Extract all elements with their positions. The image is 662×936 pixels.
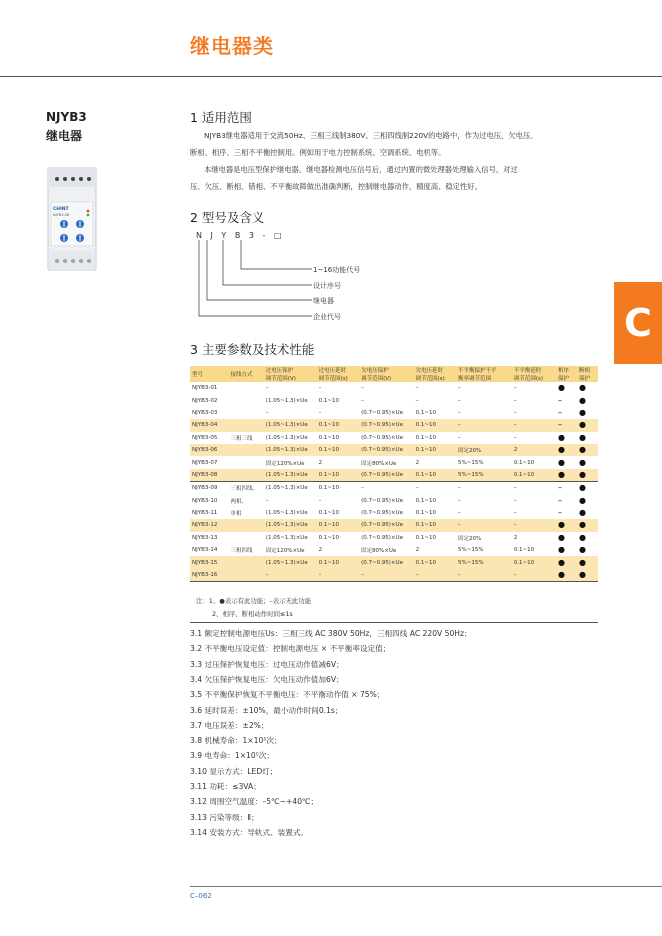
th-wiring: 接线方式: [230, 372, 253, 378]
table-cell: –: [458, 522, 461, 529]
table-cell: 0.1~10: [513, 547, 535, 554]
cell-model: NJYB3-12: [192, 522, 218, 529]
cell-model: NJYB3-15: [192, 559, 218, 566]
table-cell: –: [265, 409, 269, 416]
cell-model: NJYB3-09: [190, 482, 228, 495]
spec-line: 3.7 电压误差：±2%；: [190, 720, 269, 730]
table-cell: 0.1~10: [318, 559, 339, 566]
spec-line: 3.5 不平衡保护恢复不平衡电压：不平衡动作值 × 75%；: [190, 690, 385, 700]
table-cell: ●: [578, 508, 586, 518]
table-row: [190, 519, 598, 531]
table-cell: 0.1~10: [318, 447, 339, 454]
spec-line: 3.10 显示方式：LED灯；: [190, 766, 278, 776]
table-cell: 0.1~10: [317, 482, 359, 495]
table-cell: ●: [557, 445, 565, 455]
table-cell: 5%~15%: [458, 471, 484, 478]
cell-model: NJYB3-01: [192, 385, 218, 392]
table-cell: ●: [578, 469, 586, 479]
cell-wiring: [228, 519, 263, 531]
table-cell: 0.1~10: [318, 534, 339, 541]
table-cell: (0.7~0.95)×Ue: [361, 471, 403, 478]
table-row: [190, 556, 598, 568]
spec-line: 3.8 机械寿命：1×10⁵次；: [190, 736, 282, 746]
table-cell: –: [361, 397, 364, 404]
cell-wiring: 三相四线、: [228, 482, 263, 495]
table-cell: –: [458, 385, 461, 392]
table-cell: 0.1~10: [318, 471, 339, 478]
spec-line: 3.2 不平衡电压设定值：控制电源电压 × 不平衡率设定值；: [190, 644, 391, 654]
table-cell: –: [513, 422, 517, 429]
table-cell: ●: [557, 557, 565, 567]
cell-model: NJYB3-07: [192, 459, 218, 466]
spec-line: 3.6 延时误差：±10%，最小动作时间0.1s；: [190, 705, 343, 715]
table-cell: –: [456, 569, 512, 582]
cell-wiring: 三相四线: [230, 548, 253, 555]
table-cell: ●: [578, 532, 586, 542]
cell-model: NJYB3-06: [192, 447, 218, 454]
table-cell: –: [513, 397, 517, 404]
th-phase-loss: 断相 保护: [578, 368, 590, 382]
category-title: 继电器类: [190, 34, 274, 58]
cell-model: NJYB3-05: [192, 434, 218, 441]
cell-model: NJYB3-13: [192, 534, 218, 541]
table-cell: –: [359, 569, 414, 582]
table-cell: 2: [318, 547, 323, 554]
header-divider: [0, 76, 662, 77]
table-cell: 5%~15%: [458, 547, 484, 554]
table-cell: 0.1~10: [318, 510, 339, 517]
table-cell: ●: [578, 520, 586, 530]
table-cell: 2: [415, 459, 420, 466]
table-cell: ●: [557, 469, 565, 479]
spec-line: 3.14 安装方式：导轨式、装置式。: [190, 827, 309, 837]
cell-model: NJYB3-02: [192, 397, 218, 404]
table-cell: ●: [578, 557, 586, 567]
table-cell: (1.05~1.3)×Ue: [265, 397, 308, 404]
table-cell: (1.05~1.3)×Ue: [265, 471, 308, 478]
table-cell: 0.1~10: [415, 447, 436, 454]
table-row: [190, 382, 598, 394]
table-cell: (1.05~1.3)×Ue: [265, 559, 308, 566]
table-cell: 0.1~10: [415, 422, 436, 429]
table-cell: (0.7~0.95)×Ue: [361, 497, 403, 504]
spec-line: 3.4 欠压保护恢复电压：欠电压动作值加6V；: [190, 674, 344, 684]
table-cell: 0.1~10: [415, 559, 436, 566]
table-cell: –: [458, 397, 461, 404]
table-cell: 2: [513, 447, 518, 454]
spec-line: 3.11 功耗：≤3VA；: [190, 782, 261, 791]
table-cell: ●: [557, 532, 565, 542]
section-1-line-1: NJYB3继电器适用于交流50Hz、三相三线制380V、三相四线制220V的电路中，作为过电压、欠电压、: [204, 131, 538, 140]
cell-wiring: [228, 556, 263, 568]
model-label-relay: 继电器: [313, 297, 334, 305]
cell-model: NJYB3-04: [192, 422, 218, 429]
table-cell: 5%~15%: [458, 459, 484, 466]
table-row: [190, 569, 598, 582]
section-1-line-4: 压、欠压、断相、错相、不平衡故障做出准确判断，控制继电器动作，精度高、稳定性好。: [190, 182, 482, 191]
product-name: 继电器: [46, 129, 83, 143]
table-cell: –: [557, 495, 562, 505]
device-brand-text: CHINT: [53, 207, 69, 212]
cell-wiring: 三相三线: [230, 435, 253, 442]
table-cell: ●: [557, 432, 565, 442]
table-row: [190, 419, 598, 431]
table-cell: 2: [415, 547, 420, 554]
cell-wiring: [228, 456, 263, 468]
section-tab: C: [614, 282, 662, 364]
table-row: [190, 495, 598, 507]
table-row: [190, 432, 598, 444]
table-cell: –: [265, 385, 269, 392]
table-cell: –: [458, 510, 461, 517]
section-1-line-3: 本继电器是电压型保护继电器。继电器检测电压信号后，通过内置的微处理器处理输入信号，对过: [204, 165, 518, 174]
spec-line: 3.13 污染等级：Ⅱ；: [190, 812, 259, 822]
table-cell: –: [557, 407, 562, 417]
cell-wiring: 两相、: [230, 498, 247, 505]
table-cell: ●: [556, 569, 577, 582]
table-cell: 0.1~10: [415, 522, 436, 529]
table-cell: ●: [578, 545, 586, 555]
cell-model: NJYB3-08: [192, 471, 218, 478]
table-cell: ●: [557, 383, 565, 393]
table-cell: (0.7~0.95)×Ue: [361, 422, 403, 429]
table-cell: –: [458, 409, 461, 416]
cell-model: NJYB3-11: [192, 510, 218, 517]
table-cell: –: [458, 422, 461, 429]
model-label-company: 企业代号: [313, 313, 341, 321]
table-row: [190, 444, 598, 456]
spec-line: 3.1 额定控制电源电压Us：三相三线 AC 380V 50Hz，三相四线 AC 220V 50Hz；: [190, 629, 472, 638]
table-cell: 0.1~10: [415, 510, 436, 517]
table-note-2: 2、相序、断相动作时间≤1s: [212, 610, 293, 618]
model-code-diagram: [196, 240, 316, 320]
table-cell: –: [265, 497, 269, 504]
table-cell: –: [557, 395, 562, 405]
table-notes-divider: [190, 622, 598, 623]
table-cell: (1.05~1.3)×Ue: [265, 422, 308, 429]
table-row: [190, 407, 598, 419]
table-cell: ●: [557, 457, 565, 467]
cell-wiring: [228, 419, 263, 431]
spec-line: 3.12 周围空气温度：–5℃~+40℃；: [190, 797, 319, 807]
table-cell: ●: [577, 482, 598, 495]
table-cell: (1.05~1.3)×Ue: [265, 447, 308, 454]
table-cell: ●: [578, 383, 586, 393]
table-cell: (1.05~1.3)×Ue: [265, 510, 308, 517]
table-cell: –: [557, 508, 562, 518]
table-cell: –: [556, 482, 577, 495]
spec-line: 3.3 过压保护恢复电压：过电压动作值减6V；: [190, 659, 344, 669]
table-cell: –: [513, 409, 517, 416]
table-row: [190, 394, 598, 406]
table-cell: ●: [557, 545, 565, 555]
table-header-row: [190, 366, 598, 382]
section-3-title: 3 主要参数及技术性能: [190, 342, 315, 357]
table-cell: ●: [578, 395, 586, 405]
table-cell: –: [458, 497, 461, 504]
cell-wiring: [228, 407, 263, 419]
cell-model: NJYB3-16: [190, 569, 228, 582]
table-cell: 固定20%: [458, 448, 482, 455]
table-note-1: 注：1、●表示有此功能；–表示无此功能: [196, 597, 312, 605]
table-cell: (0.7~0.95)×Ue: [361, 409, 403, 416]
th-model: 型号: [192, 372, 204, 378]
cell-model: NJYB3-10: [192, 497, 218, 504]
table-cell: –: [318, 497, 322, 504]
table-row: [190, 544, 598, 556]
table-cell: –: [361, 385, 364, 392]
cell-wiring: [228, 569, 263, 582]
cell-wiring: [228, 532, 263, 544]
table-cell: –: [512, 569, 556, 582]
table-cell: 固定20%: [458, 535, 482, 542]
table-cell: –: [318, 385, 322, 392]
page-number: C–062: [190, 892, 212, 900]
table-row: [190, 507, 598, 519]
table-cell: (0.7~0.95)×Ue: [361, 510, 403, 517]
table-cell: –: [458, 434, 461, 441]
table-cell: (1.05~1.3)×Ue: [265, 522, 308, 529]
table-cell: –: [415, 397, 419, 404]
cell-wiring: [228, 394, 263, 406]
table-cell: (0.7~0.95)×Ue: [361, 522, 403, 529]
cell-model: NJYB3-14: [192, 547, 218, 554]
table-cell: 0.1~10: [513, 471, 535, 478]
cell-wiring: [228, 444, 263, 456]
table-cell: –: [264, 569, 317, 582]
table-cell: 0.1~10: [415, 409, 436, 416]
table-cell: (0.7~0.95)×Ue: [361, 534, 403, 541]
table-cell: –: [512, 482, 556, 495]
table-cell: –: [513, 497, 517, 504]
section-1-title: 1 适用范围: [190, 110, 252, 125]
footer-divider: [190, 886, 662, 887]
table-row: [190, 482, 598, 495]
cell-wiring: [228, 382, 263, 394]
table-cell: ●: [578, 432, 586, 442]
table-cell: 0.1~10: [318, 422, 339, 429]
table-cell: –: [415, 385, 419, 392]
table-cell: 0.1~10: [415, 471, 436, 478]
model-label-function: 1~16功能代号: [313, 266, 361, 274]
th-under-voltage: 欠电压保护 调节范围(V): [361, 368, 392, 382]
table-cell: (1.05~1.3)×Ue: [264, 482, 317, 495]
table-cell: (0.7~0.95)×Ue: [361, 447, 403, 454]
table-cell: 0.1~10: [415, 534, 436, 541]
table-row: [190, 532, 598, 544]
table-cell: (0.7~0.95)×Ue: [361, 434, 403, 441]
table-cell: ●: [578, 420, 586, 430]
cell-model: NJYB3-03: [192, 409, 218, 416]
table-row: [190, 456, 598, 468]
table-cell: ●: [557, 520, 565, 530]
product-model: NJYB3: [46, 110, 87, 124]
parameter-table: [190, 366, 598, 582]
table-cell: –: [317, 569, 359, 582]
th-unbalance: 不平衡保护不平 衡率调节范围: [458, 368, 497, 382]
table-cell: 0.1~10: [513, 559, 535, 566]
table-cell: 0.1~10: [415, 434, 436, 441]
section-1-line-2: 断相、相序、三相不平衡控制用。例如用于电力控制系统、空调系统、电机等。: [190, 148, 446, 157]
device-model-text: NJYB3-08: [53, 213, 70, 217]
table-cell: ●: [578, 445, 586, 455]
table-cell: 固定120%×Ue: [265, 548, 305, 555]
table-cell: –: [513, 434, 517, 441]
model-code: N J Y B 3 - □: [196, 231, 285, 240]
table-cell: 0.1~10: [513, 459, 535, 466]
table-cell: (1.05~1.3)×Ue: [265, 434, 308, 441]
th-over-delay: 过电压延时 调节范围(s): [318, 368, 348, 382]
spec-line: 3.9 电寿命：1×10⁵次；: [190, 751, 274, 761]
model-label-design: 设计序号: [313, 282, 341, 290]
table-cell: –: [456, 482, 512, 495]
table-cell: 固定80%×Ue: [361, 548, 397, 555]
cell-wiring: [228, 469, 263, 482]
table-cell: 0.1~10: [318, 397, 339, 404]
table-cell: –: [513, 385, 517, 392]
th-over-voltage: 过电压保护 调节范围(V): [265, 368, 296, 382]
table-cell: 2: [318, 459, 323, 466]
table-cell: ●: [578, 407, 586, 417]
table-cell: –: [557, 420, 562, 430]
th-under-delay: 欠电压延时 调节范围(s): [415, 368, 445, 382]
table-cell: ●: [577, 569, 598, 582]
table-cell: –: [513, 510, 517, 517]
table-row: [190, 469, 598, 482]
table-cell: –: [513, 522, 517, 529]
relay-device-image: [44, 167, 100, 271]
section-2-title: 2 型号及含义: [190, 210, 265, 225]
cell-wiring: 单相: [230, 511, 242, 518]
table-cell: 0.1~10: [415, 497, 436, 504]
th-unbalance-delay: 不平衡延时 调节范围(s): [513, 368, 543, 382]
table-cell: ●: [578, 457, 586, 467]
table-cell: 2: [513, 534, 518, 541]
table-cell: –: [414, 482, 456, 495]
table-cell: (1.05~1.3)×Ue: [265, 534, 308, 541]
table-cell: 固定80%×Ue: [361, 460, 397, 467]
table-cell: (0.7~0.95)×Ue: [361, 559, 403, 566]
table-cell: –: [359, 482, 414, 495]
table-cell: 固定120%×Ue: [265, 460, 305, 467]
table-cell: 5%~15%: [458, 559, 484, 566]
table-cell: –: [318, 409, 322, 416]
table-cell: –: [414, 569, 456, 582]
table-cell: 0.1~10: [318, 522, 339, 529]
table-cell: 0.1~10: [318, 434, 339, 441]
table-cell: ●: [578, 495, 586, 505]
th-phase-seq: 相序 保护: [557, 368, 569, 382]
